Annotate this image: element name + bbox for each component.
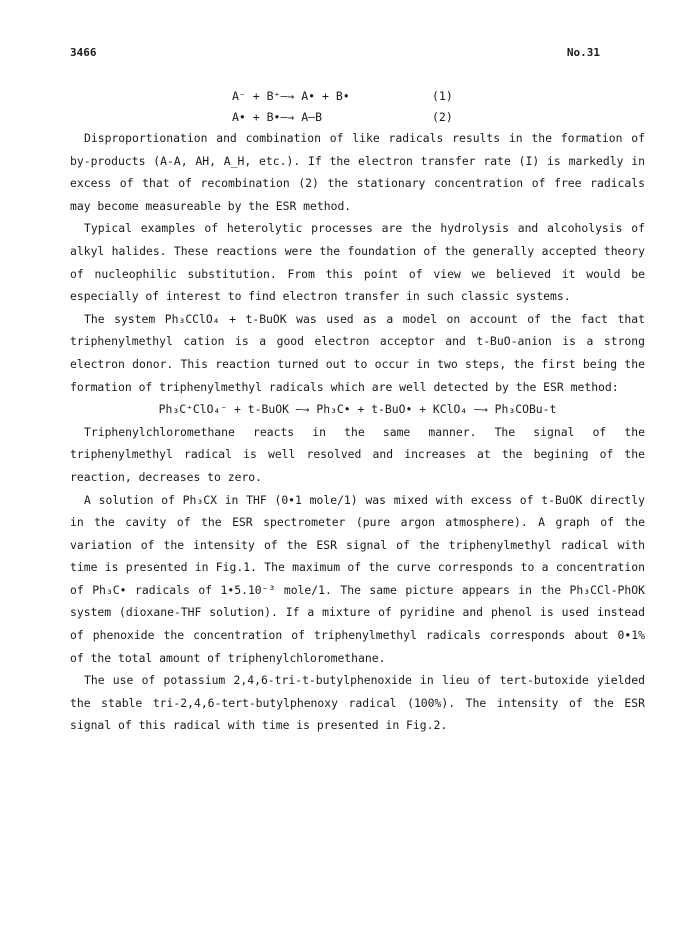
paragraph-disproportionation: Disproportionation and combination of like radicals results in the formation of by-products (A-A, AH, A_H, etc.). If the electron transfer rate (I) is markedly in excess of that of recombination (2) the stationary concentration of free radicals may become measureable by the ESR method.: [70, 131, 645, 213]
equation-2-expression: A• + B•—→ A—B: [232, 110, 323, 124]
equation-1: [232, 89, 462, 103]
paragraph-heterolytic: Typical examples of heterolytic processes are the hydrolysis and alcoholysis of alkyl halides. These reactions were the foundation of the generally accepted theory of nucleophilic substitution. From this point of view we believed it would be especially of interest to find electron transfer in such classic systems.: [70, 221, 645, 304]
paragraph-phenoxide: The use of potassium 2,4,6-tri-t-butylphenoxide in lieu of tert-butoxide yielded the stable tri-2,4,6-tert-butylphenoxy radical (100%). The intensity of the ESR signal of this radical with time is presented in Fig.2.: [70, 673, 645, 733]
equation-1-label: (1): [432, 89, 453, 103]
issue-number: No.31: [566, 46, 600, 59]
reaction-equation: Ph₃C⁺ClO₄⁻ + t-BuOK —→ Ph₃C• + t-BuO• + KClO₄ —→ Ph₃COBu-t: [158, 402, 557, 417]
paragraph-esr-experiment: A solution of Ph₃CX in THF (0•1 mole/1) was mixed with excess of t-BuOK directly in the cavity of the ESR spectrometer (pure argon atmosphere). A graph of the variation of the intensity of the ESR signal of the triphenylmethyl radical with time is presented in Fig.1. The maximum of the curve corresponds to a concentration of Ph₃C• radicals of 1•5.10⁻³ mole/1. The same picture appears in the Ph₃CCl-PhOK system (dioxane-THF solution). If a mixture of pyridine and phenol is used instead of phenoxide the concentration of triphenylmethyl radicals corresponds about 0•1% of the total amount of triphenylchloromethane.: [70, 492, 645, 665]
paragraph-triphenylchloromethane: Triphenylchloromethane reacts in the same manner. The signal of the triphenylmethyl radical is well resolved and increases at the begining of the reaction, decreases to zero.: [70, 424, 645, 484]
equation-2-label: (2): [432, 110, 453, 124]
paragraph-model-system: The system Ph₃CClO₄ + t-BuOK was used as a model on account of the fact that triphenylmethyl cation is a good electron acceptor and t-BuO-anion is a strong electron donor. This reaction turned out to occur in two steps, the first being the formation of triphenylmethyl radicals which are well detected by the ESR method:: [70, 311, 645, 394]
equation-1-expression: A⁻ + B⁺—→ A• + B•: [232, 89, 350, 103]
equation-2: [232, 110, 462, 124]
page-number: 3466: [70, 46, 97, 59]
body-text: [70, 127, 645, 737]
